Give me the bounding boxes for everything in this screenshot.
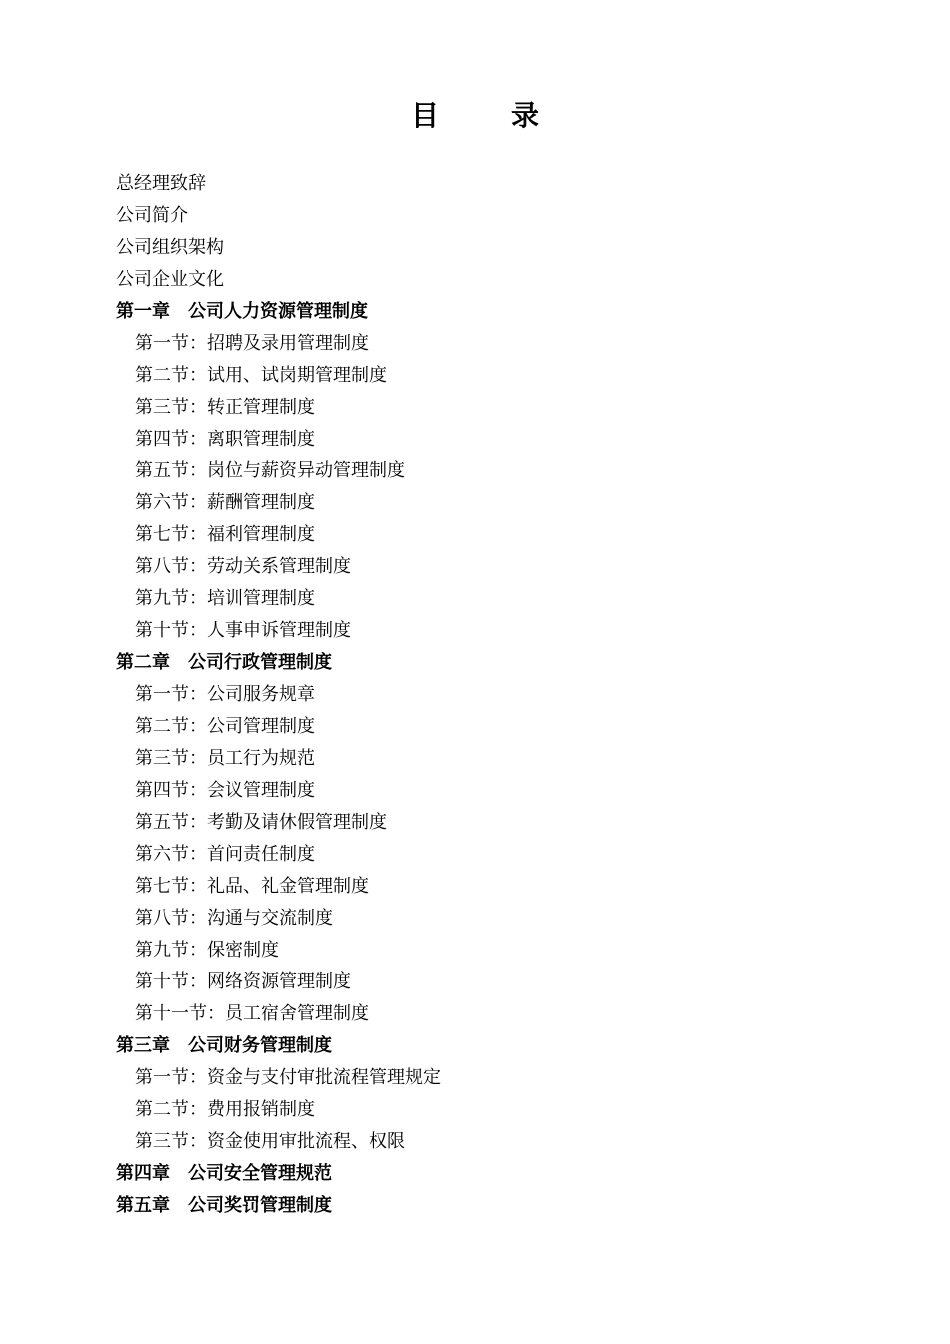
chapter-title: 公司行政管理制度 bbox=[188, 652, 332, 674]
page-title: 目 录 bbox=[410, 99, 561, 132]
toc-entry-company-profile[interactable]: 公司简介 bbox=[116, 204, 188, 226]
toc-section[interactable]: 第一节：资金与支付审批流程管理规定 bbox=[135, 1067, 441, 1089]
toc-section[interactable]: 第八节：沟通与交流制度 bbox=[135, 907, 333, 929]
toc-section[interactable]: 第六节：首问责任制度 bbox=[135, 843, 315, 865]
toc-section[interactable]: 第三节：转正管理制度 bbox=[135, 396, 315, 418]
toc-section[interactable]: 第三节：资金使用审批流程、权限 bbox=[135, 1131, 405, 1153]
toc-section[interactable]: 第二节：试用、试岗期管理制度 bbox=[135, 364, 387, 386]
toc-section[interactable]: 第二节：公司管理制度 bbox=[135, 715, 315, 737]
toc-entry-gm-address[interactable]: 总经理致辞 bbox=[116, 173, 206, 194]
toc-section[interactable]: 第十节：网络资源管理制度 bbox=[135, 971, 351, 993]
chapter-number: 第一章 bbox=[116, 300, 170, 322]
toc-section[interactable]: 第五节：考勤及请休假管理制度 bbox=[135, 811, 387, 833]
toc-section[interactable]: 第十节：人事申诉管理制度 bbox=[135, 620, 351, 642]
chapter-title: 公司安全管理规范 bbox=[188, 1163, 332, 1185]
toc-section[interactable]: 第一节：招聘及录用管理制度 bbox=[135, 332, 369, 354]
toc-section[interactable]: 第三节：员工行为规范 bbox=[135, 747, 315, 769]
table-of-contents bbox=[116, 168, 876, 1222]
chapter-title: 公司人力资源管理制度 bbox=[188, 300, 368, 322]
toc-chapter-5[interactable] bbox=[116, 1190, 876, 1222]
chapter-number: 第三章 bbox=[116, 1035, 170, 1057]
toc-section[interactable]: 第七节：福利管理制度 bbox=[135, 524, 315, 546]
toc-chapter-4[interactable] bbox=[116, 1158, 876, 1190]
toc-entry-org-structure[interactable]: 公司组织架构 bbox=[116, 236, 224, 258]
toc-chapter-3[interactable] bbox=[116, 1030, 876, 1062]
toc-section[interactable]: 第九节：培训管理制度 bbox=[135, 588, 315, 610]
toc-chapter-2[interactable] bbox=[116, 647, 876, 679]
toc-section[interactable]: 第一节：公司服务规章 bbox=[135, 684, 315, 705]
toc-section[interactable]: 第八节：劳动关系管理制度 bbox=[135, 556, 351, 578]
toc-chapter-1[interactable] bbox=[116, 296, 876, 328]
toc-section[interactable]: 第七节：礼品、礼金管理制度 bbox=[135, 875, 369, 897]
chapter-title: 公司奖罚管理制度 bbox=[188, 1195, 332, 1216]
chapter-number: 第四章 bbox=[116, 1163, 170, 1185]
toc-entry-corporate-culture[interactable]: 公司企业文化 bbox=[116, 268, 224, 290]
toc-section[interactable]: 第四节：离职管理制度 bbox=[135, 428, 315, 450]
toc-section[interactable]: 第五节：岗位与薪资异动管理制度 bbox=[135, 460, 405, 482]
chapter-number: 第五章 bbox=[116, 1195, 170, 1216]
toc-section[interactable]: 第九节：保密制度 bbox=[135, 939, 279, 961]
chapter-number: 第二章 bbox=[116, 652, 170, 674]
toc-section[interactable]: 第四节：会议管理制度 bbox=[135, 779, 315, 801]
toc-section[interactable]: 第二节：费用报销制度 bbox=[135, 1099, 315, 1121]
toc-section[interactable]: 第十一节：员工宿舍管理制度 bbox=[135, 1003, 369, 1025]
toc-section[interactable]: 第六节：薪酬管理制度 bbox=[135, 492, 315, 514]
chapter-title: 公司财务管理制度 bbox=[188, 1035, 332, 1057]
